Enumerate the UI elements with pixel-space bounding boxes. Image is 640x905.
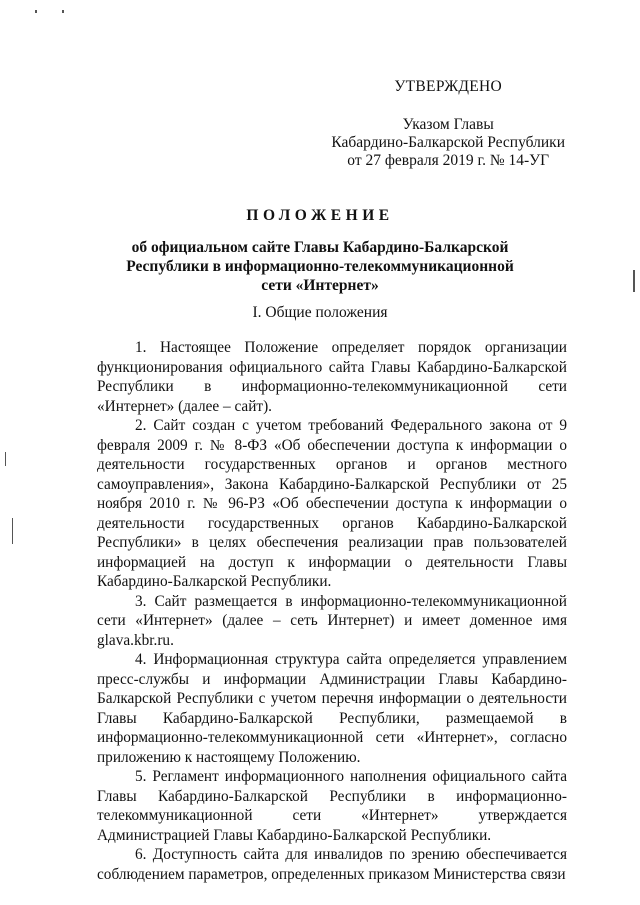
section-heading: I. Общие положения (252, 304, 388, 321)
paragraph: 2. Сайт создан с учетом требований Федерального закона от 9 февраля 2009 г. № 8-ФЗ «Об обеспечении доступа к информации о деятельности государственных органов и органов местного самоуправления», Закона Кабардино-Балкарской Республики от 25 ноября 2010 г. № 96-РЗ «Об обеспечении доступа к информации о деятельности государственных органов Кабардино-Балкарской Республики» в целях обеспечения реализации прав пользователей информацией на доступ к информации о деятельности Главы Кабардино-Балкарской Республики. (97, 417, 567, 590)
subtitle-line: Республики в информационно-телекоммуникационной (126, 258, 514, 275)
subtitle-line: сети «Интернет» (261, 277, 379, 294)
scan-mark (35, 10, 37, 13)
approval-line: Кабардино-Балкарской Республики (331, 134, 565, 151)
paragraph: 4. Информационная структура сайта определяется управлением пресс-службы и информации Администрации Главы Кабардино-Балкарской Республики с учетом перечня информации о деятельности Главы Кабардино-Балкарской Республики, размещаемой в информационно-телекоммуникационной сети «Интернет», согласно приложению к настоящему Положению. (97, 651, 567, 766)
approval-stamp: УТВЕРЖДЕНО (394, 78, 503, 95)
scan-mark (12, 518, 13, 544)
paragraph: 1. Настоящее Положение определяет порядок организации функционирования официального сайта Главы Кабардино-Балкарской Республики в информационно-телекоммуникационной сети «Интернет» (далее – сайт). (97, 339, 567, 415)
document-subtitle (0, 238, 640, 295)
approval-line: от 27 февраля 2019 г. № 14-УГ (347, 152, 550, 169)
paragraph: 6. Доступность сайта для инвалидов по зрению обеспечивается соблюдением параметров, определенных приказом Министерства связи (97, 846, 567, 883)
paragraph: 5. Регламент информационного наполнения официального сайта Главы Кабардино-Балкарской Республики в информационно-телекоммуникационной сети «Интернет» утверждается Администрацией Главы Кабардино-Балкарской Республики. (97, 768, 567, 844)
scan-mark (5, 452, 6, 466)
document-title-block (0, 207, 640, 295)
approval-block (331, 78, 565, 170)
scan-mark (62, 10, 64, 13)
subtitle-line: об официальном сайте Главы Кабардино-Балкарской (131, 239, 509, 256)
paragraph: 3. Сайт размещается в информационно-телекоммуникационной сети «Интернет» (далее – сеть Интернет) и имеет доменное имя glava.kbr.ru. (97, 592, 567, 649)
document-title: ПОЛОЖЕНИЕ (246, 207, 394, 224)
document-body (97, 338, 567, 884)
approval-line: Указом Главы (402, 116, 494, 133)
